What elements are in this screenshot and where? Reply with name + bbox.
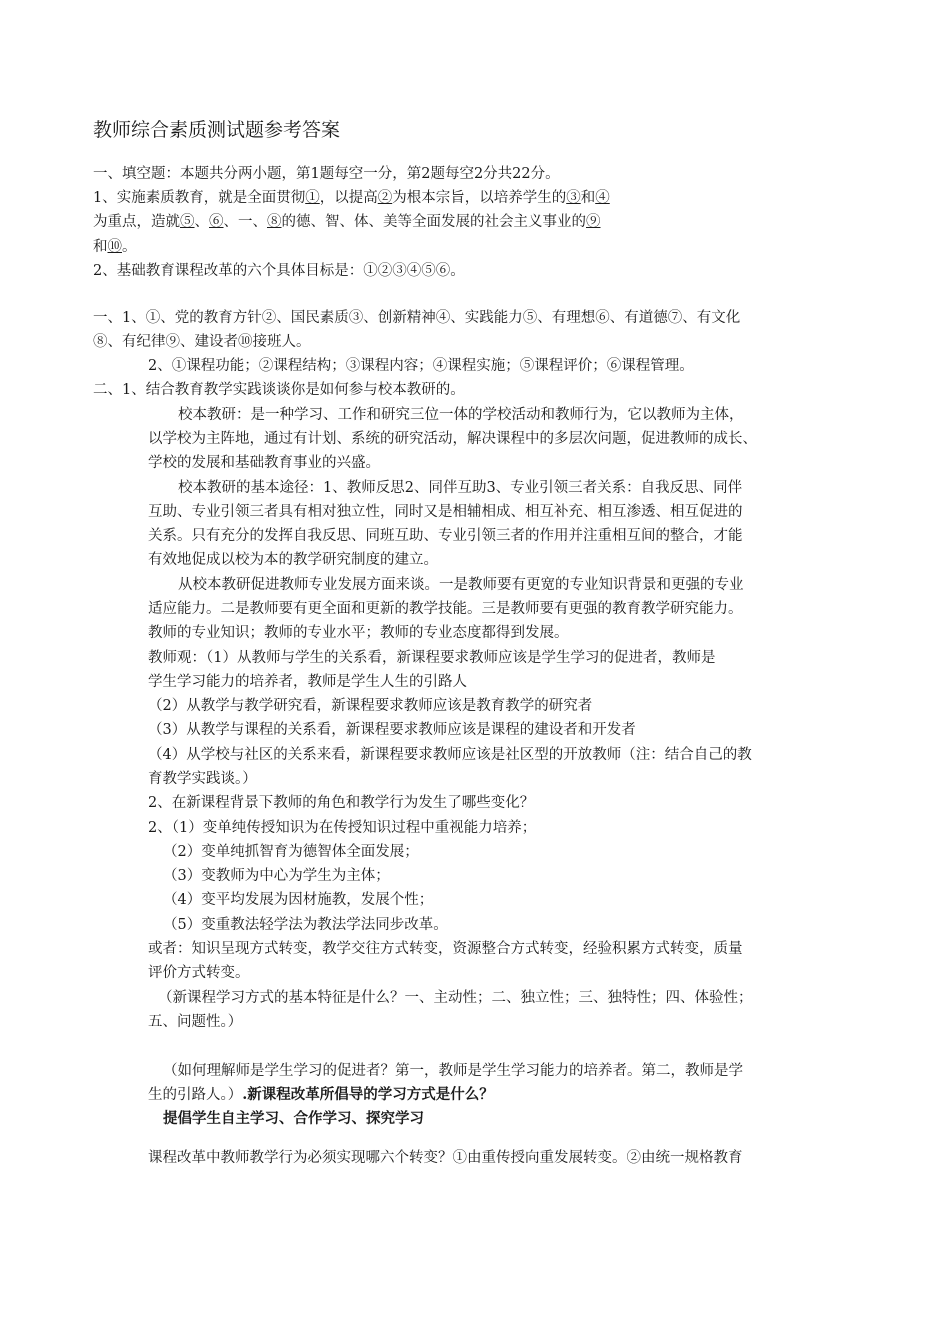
teacher-view-line-3: （2）从教学与教学研究看，新课程要求教师应该是教育教学的研究者 bbox=[148, 698, 593, 714]
paragraph-2-line-4: 有效地促成以校为本的教学研究制度的建立。 bbox=[148, 552, 438, 568]
learning-methods-answer: 提倡学生自主学习、合作学习、探究学习 bbox=[163, 1110, 424, 1127]
section-1-intro: 一、填空题：本题共分两小题，第1题每空一分，第2题每空2分共22分。 bbox=[93, 166, 560, 182]
last-line: 课程改革中教师教学行为必须实现哪六个转变？①由重传授向重发展转变。②由统一规格教育 bbox=[148, 1150, 743, 1166]
paragraph-2-line-1: 校本教研的基本途径：1、教师反思2、同伴互助3、专业引领三者关系：自我反思、同伴 bbox=[178, 480, 743, 496]
paragraph-3-line-2: 适应能力。二是教师要有更全面和更新的教学技能。三是教师要有更强的教育教学研究能力。 bbox=[148, 601, 743, 617]
teacher-view-line-1: 教师观：（1）从教师与学生的关系看，新课程要求教师应该是学生学习的促进者，教师是 bbox=[148, 650, 716, 666]
paragraph-1-line-3: 学校的发展和基础教育事业的兴盛。 bbox=[148, 455, 380, 471]
promoter-line-1: （如何理解师是学生学习的促进者？第一，教师是学生学习能力的培养者。第二，教师是学 bbox=[163, 1063, 743, 1079]
teacher-view-line-2: 学生学习能力的培养者，教师是学生人生的引路人 bbox=[148, 674, 467, 690]
alternative-line-2: 评价方式转变。 bbox=[148, 965, 250, 981]
page-title: 教师综合素质测试题参考答案 bbox=[93, 119, 341, 141]
answer-1-line-1: 一、1、①、党的教育方针②、国民素质③、创新精神④、实践能力⑤、有理想⑥、有道德⑦、有文化 bbox=[93, 310, 741, 326]
features-line-2: 五、问题性。） bbox=[148, 1014, 243, 1030]
change-line-2: （2）变单纯抓智育为德智体全面发展； bbox=[163, 844, 419, 860]
paragraph-3-line-3: 教师的专业知识；教师的专业水平；教师的专业态度都得到发展。 bbox=[148, 625, 569, 641]
question-1-line-3: 和⑩。 bbox=[93, 239, 137, 255]
section-2-question-1: 二、1、结合教育教学实践谈谈你是如何参与校本教研的。 bbox=[93, 382, 465, 398]
answer-1-line-2: ⑧、有纪律⑨、建设者⑩接班人。 bbox=[93, 334, 311, 350]
teacher-view-line-6: 育教学实践谈。） bbox=[148, 771, 257, 787]
change-line-3: （3）变教师为中心为学生为主体； bbox=[163, 868, 390, 884]
alternative-line-1: 或者：知识呈现方式转变，教学交往方式转变，资源整合方式转变，经验积累方式转变，质量 bbox=[148, 941, 743, 957]
promoter-line-2: 生的引路人。）.新课程改革所倡导的学习方式是什么？ bbox=[148, 1086, 494, 1103]
question-2b: 2、在新课程背景下教师的角色和教学行为发生了哪些变化？ bbox=[148, 795, 535, 811]
change-line-4: （4）变平均发展为因材施教，发展个性； bbox=[163, 892, 434, 908]
paragraph-2-line-3: 关系。只有充分的发挥自我反思、同班互助、专业引领三者的作用并注重相互间的整合，才能 bbox=[148, 528, 743, 544]
change-line-1: 2、（1）变单纯传授知识为在传授知识过程中重视能力培养； bbox=[148, 820, 537, 836]
paragraph-3-line-1: 从校本教研促进教师专业发展方面来谈。一是教师要有更宽的专业知识背景和更强的专业 bbox=[178, 577, 744, 593]
paragraph-1-line-1: 校本教研：是一种学习、工作和研究三位一体的学校活动和教师行为，它以教师为主体， bbox=[178, 407, 744, 423]
answer-2: 2、①课程功能；②课程结构；③课程内容；④课程实施；⑤课程评价；⑥课程管理。 bbox=[148, 358, 694, 374]
teacher-view-line-5: （4）从学校与社区的关系来看，新课程要求教师应该是社区型的开放教师（注：结合自己的教 bbox=[148, 747, 752, 763]
paragraph-1-line-2: 以学校为主阵地，通过有计划、系统的研究活动，解决课程中的多层次问题，促进教师的成长、 bbox=[148, 431, 757, 447]
change-line-5: （5）变重教法轻学法为教法学法同步改革。 bbox=[163, 917, 448, 933]
features-line-1: （新课程学习方式的基本特征是什么？一、主动性；二、独立性；三、独特性；四、体验性； bbox=[158, 990, 753, 1006]
question-1-line-1: 1、实施素质教育，就是全面贯彻①，以提高②为根本宗旨，以培养学生的③和④ bbox=[93, 190, 610, 206]
question-1-line-2: 为重点，造就⑤、⑥、一、⑧的德、智、体、美等全面发展的社会主义事业的⑨ bbox=[93, 214, 601, 230]
question-2: 2、基础教育课程改革的六个具体目标是：①②③④⑤⑥。 bbox=[93, 263, 465, 279]
paragraph-2-line-2: 互助、专业引领三者具有相对独立性，同时又是相辅相成、相互补充、相互渗透、相互促进的 bbox=[148, 504, 743, 520]
teacher-view-line-4: （3）从教学与课程的关系看，新课程要求教师应该是课程的建设者和开发者 bbox=[148, 722, 636, 738]
